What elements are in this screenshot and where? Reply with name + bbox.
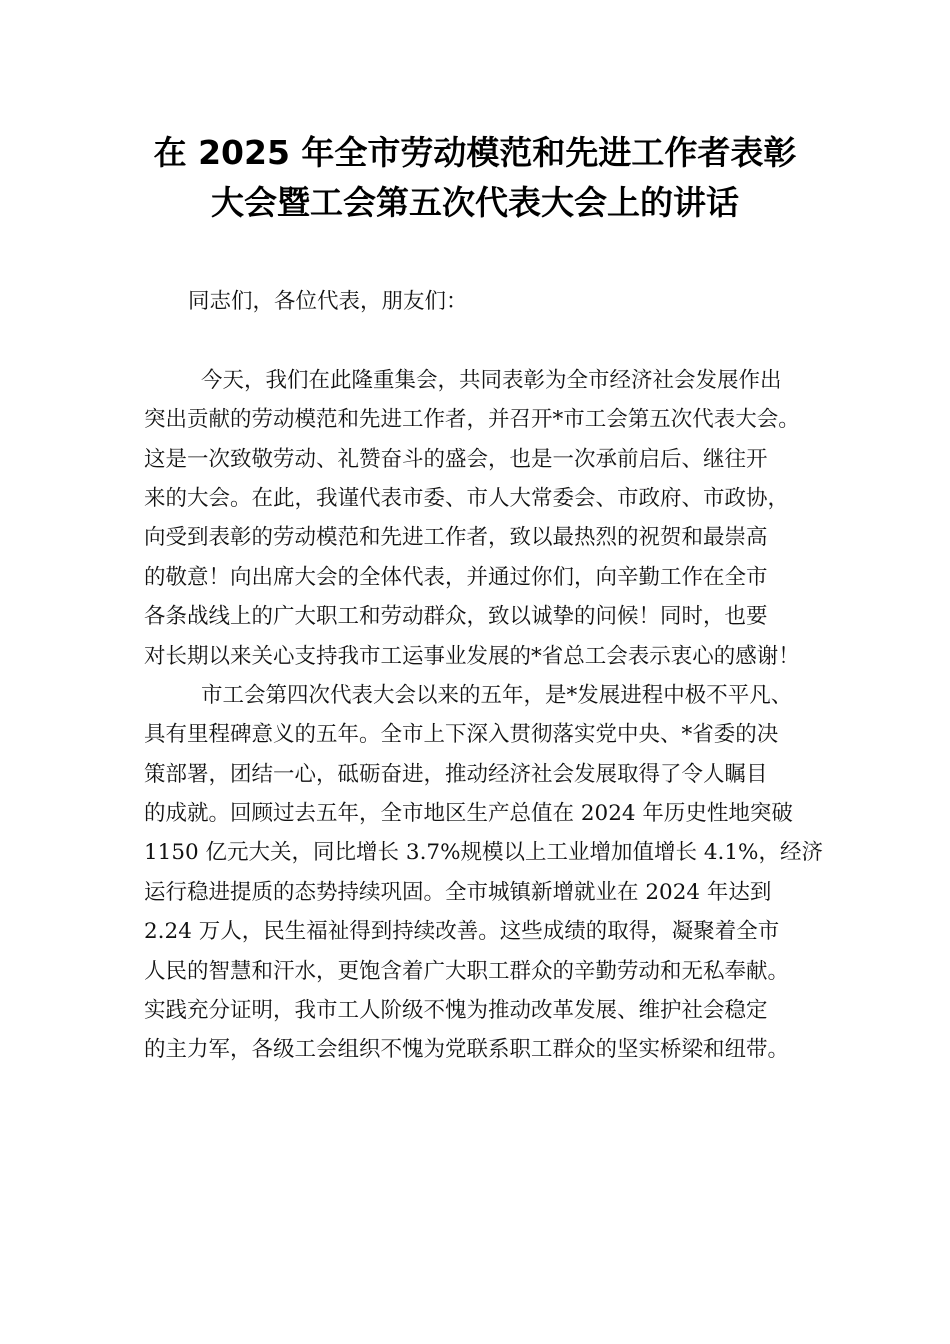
title-line: 大会暨工会第五次代表大会上的讲话 [211,183,739,222]
paragraph-2-line: 市工会第四次代表大会以来的五年，是*发展进程中极不平凡、 [201,682,793,708]
speech-body [144,282,834,1070]
paragraph-1-line: 这是一次致敬劳动、礼赞奋斗的盛会，也是一次承前启后、继往开 [144,446,768,472]
paragraph-2-line: 实践充分证明，我市工人阶级不愧为推动改革发展、维护社会稳定 [144,998,768,1024]
paragraph-2-line: 具有里程碑意义的五年。全市上下深入贯彻落实党中央、*省委的决 [144,722,779,748]
paragraph-2-line: 1150 亿元大关，同比增长 3.7%规模以上工业增加值增长 4.1%，经济 [144,840,823,866]
paragraph-1-line: 突出贡献的劳动模范和先进工作者，并召开*市工会第五次代表大会。 [144,407,800,433]
title-line: 在 2025 年全市劳动模范和先进工作者表彰 [153,133,797,172]
paragraph-2-line: 运行稳进提质的态势持续巩固。全市城镇新增就业在 2024 年达到 [144,879,772,905]
document-title [100,128,850,228]
paragraph-1-line: 来的大会。在此，我谨代表市委、市人大常委会、市政府、市政协， [144,485,790,511]
paragraph-1-line: 对长期以来关心支持我市工运事业发展的*省总工会表示衷心的感谢！ [144,643,800,669]
paragraph-1-line: 各条战线上的广大职工和劳动群众，致以诚挚的问候！同时，也要 [144,604,768,630]
paragraph-2-line: 的主力军，各级工会组织不愧为党联系职工群众的坚实桥梁和纽带。 [144,1037,790,1063]
paragraph-1-line: 向受到表彰的劳动模范和先进工作者，致以最热烈的祝贺和最崇高 [144,525,768,551]
salutation: 同志们，各位代表，朋友们： [188,289,468,314]
paragraph-1-line: 的敬意！向出席大会的全体代表，并通过你们，向辛勤工作在全市 [144,564,768,590]
paragraph-2-line: 策部署，团结一心，砥砺奋进，推动经济社会发展取得了令人瞩目 [144,761,768,787]
paragraph-1-line: 今天，我们在此隆重集会，共同表彰为全市经济社会发展作出 [201,367,782,393]
paragraph-2-line: 2.24 万人，民生福祉得到持续改善。这些成绩的取得，凝聚着全市 [144,919,780,945]
paragraph-2-line: 人民的智慧和汗水，更饱含着广大职工群众的辛勤劳动和无私奉献。 [144,958,790,984]
paragraph-2-line: 的成就。回顾过去五年，全市地区生产总值在 2024 年历史性地突破 [144,801,793,827]
blank-line [144,321,834,360]
